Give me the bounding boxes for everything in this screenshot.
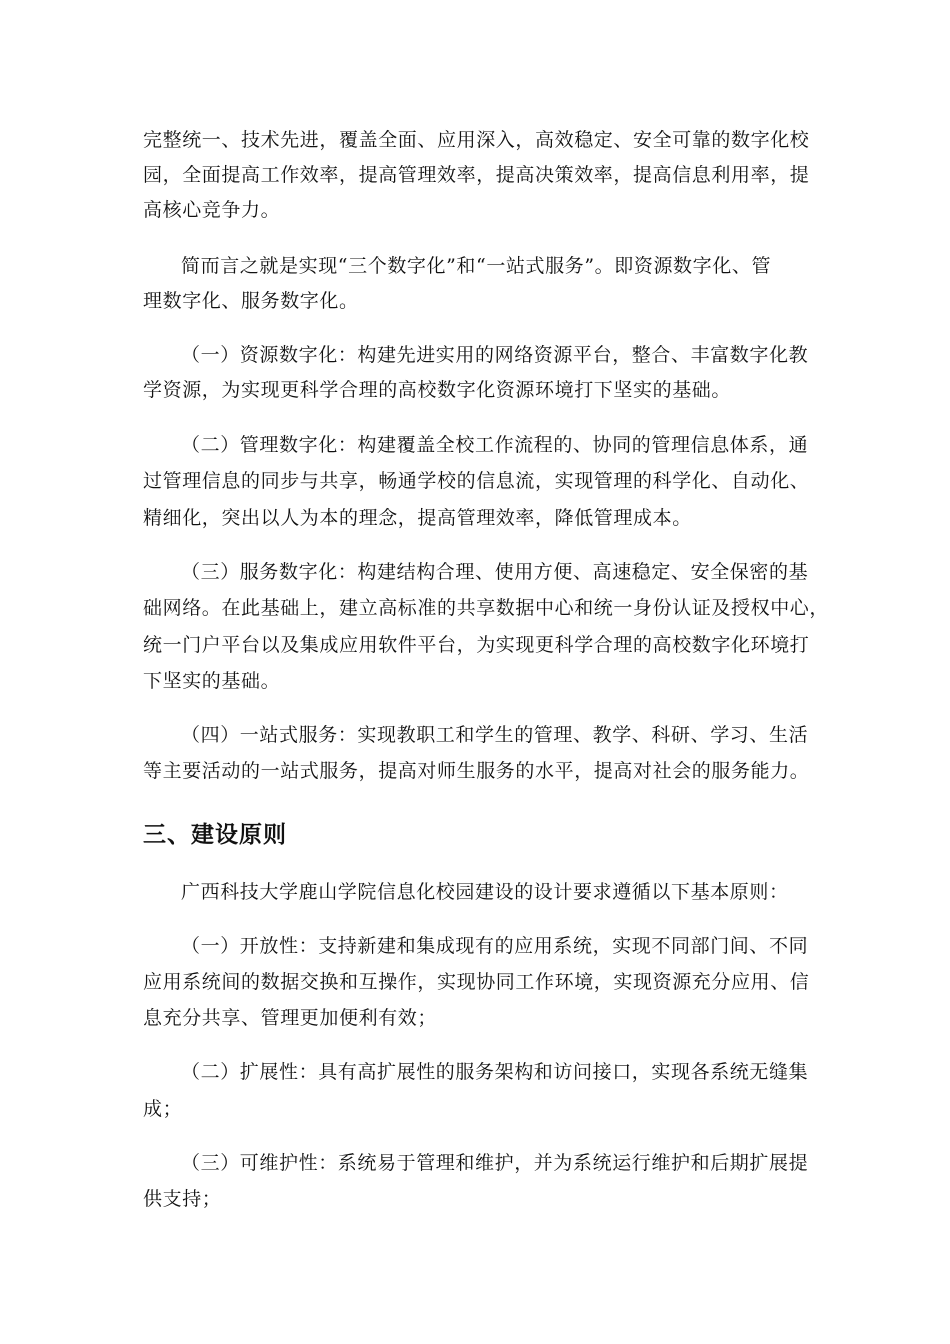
paragraph-line: 下坚实的基础。: [143, 670, 281, 692]
paragraph-line: 完整统一、技术先进，覆盖全面、应用深入，高效稳定、安全可靠的数字化校: [143, 129, 810, 151]
paragraph-line: （一）开放性：支持新建和集成现有的应用系统，实现不同部门间、不同: [181, 935, 809, 957]
paragraph-line: 过管理信息的同步与共享，畅通学校的信息流，实现管理的科学化、自动化、: [143, 470, 810, 492]
paragraph-line: 等主要活动的一站式服务，提高对师生服务的水平，提高对社会的服务能力。: [143, 760, 810, 782]
paragraph-line: 统一门户平台以及集成应用软件平台，为实现更科学合理的高校数字化环境打: [143, 634, 810, 656]
paragraph-line: （三）服务数字化：构建结构合理、使用方便、高速稳定、安全保密的基: [181, 561, 809, 583]
paragraph-line: 成；: [143, 1098, 183, 1120]
paragraph-line: 础网络。在此基础上，建立高标准的共享数据中心和统一身份认证及授权中心，: [143, 597, 830, 619]
paragraph-line: 简而言之就是实现“三个数字化”和“一站式服务”。即资源数字化、管: [181, 255, 772, 277]
paragraph-line: 学资源，为实现更科学合理的高校数字化资源环境打下坚实的基础。: [143, 379, 732, 401]
paragraph-line: 园，全面提高工作效率，提高管理效率，提高决策效率，提高信息利用率，提: [143, 164, 810, 186]
paragraph-line: 息充分共享、管理更加便利有效；: [143, 1007, 438, 1029]
paragraph-line: （一）资源数字化：构建先进实用的网络资源平台，整合、丰富数字化教: [181, 344, 809, 366]
paragraph-line: （二）管理数字化：构建覆盖全校工作流程的、协同的管理信息体系，通: [181, 434, 809, 456]
paragraph-line: 供支持；: [143, 1188, 222, 1210]
paragraph-line: （三）可维护性：系统易于管理和维护，并为系统运行维护和后期扩展提: [181, 1152, 809, 1174]
paragraph-line: 高核心竞争力。: [143, 199, 281, 221]
paragraph-line: 广西科技大学鹿山学院信息化校园建设的设计要求遵循以下基本原则：: [181, 881, 789, 903]
paragraph-line: 应用系统间的数据交换和互操作，实现协同工作环境，实现资源充分应用、信: [143, 971, 810, 993]
paragraph-line: 精细化，突出以人为本的理念，提高管理效率，降低管理成本。: [143, 507, 692, 529]
section-heading: 三、建设原则: [143, 822, 287, 848]
paragraph-line: （二）扩展性：具有高扩展性的服务架构和访问接口，实现各系统无缝集: [181, 1061, 809, 1083]
paragraph-line: （四）一站式服务：实现教职工和学生的管理、教学、科研、学习、生活: [181, 724, 809, 746]
paragraph-line: 理数字化、服务数字化。: [143, 290, 359, 312]
